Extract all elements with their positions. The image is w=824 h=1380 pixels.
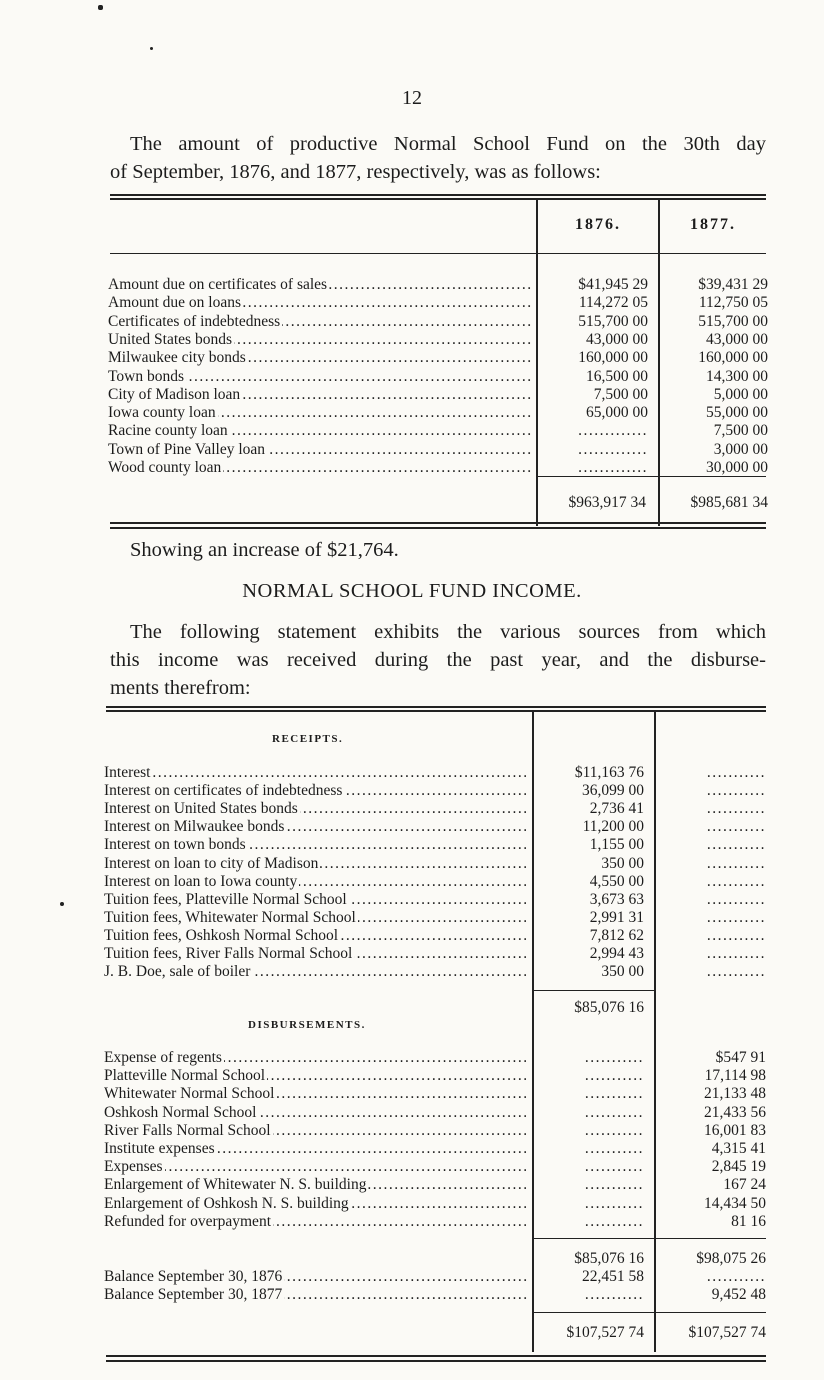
fund-row (0, 441, 824, 459)
stray-mark (150, 47, 153, 50)
row-value-col2: ........... (706, 836, 766, 854)
fund-row (0, 404, 824, 422)
row-value-col1: $11,163 76 (574, 764, 644, 781)
disbursement-row (0, 1049, 824, 1067)
disbursement-row (0, 1067, 824, 1085)
fund-row (0, 349, 824, 367)
receipt-row (0, 963, 824, 981)
row-value-col2: ........... (706, 908, 766, 926)
table-bottom-rule (110, 527, 766, 529)
page-number: 12 (402, 87, 422, 109)
balance-1877-filler: ........... (584, 1286, 644, 1303)
row-value-col1: ............. (578, 422, 648, 440)
row-label: Town of Pine Valley loan (108, 440, 266, 458)
row-value-col2: 3,000 00 (713, 440, 768, 458)
row-value-col1: 2,991 31 (589, 908, 644, 926)
grand-total-1: $107,527 74 (566, 1324, 644, 1341)
intro-paragraph (110, 130, 766, 186)
row-label: Refunded for overpayment (104, 1212, 271, 1230)
total-1877: $985,681 34 (690, 494, 768, 511)
row-value-col2: 43,000 00 (706, 330, 768, 348)
row-label: Certificates of indebtedness (108, 312, 281, 330)
receipt-row (0, 800, 824, 818)
row-label: Tuition fees, Oshkosh Normal School (104, 926, 339, 944)
balance-1877-row (0, 1286, 824, 1304)
balance-1877-label: Balance September 30, 1877 (104, 1286, 283, 1303)
row-value-col2: ........... (706, 963, 766, 981)
row-label: Oshkosh Normal School (104, 1103, 257, 1121)
receipt-row (0, 818, 824, 836)
row-label: Amount due on certificates of sales (108, 276, 328, 293)
row-value-col2: 5,000 00 (713, 385, 768, 403)
row-label: Enlargement of Oshkosh N. S. building (104, 1194, 349, 1212)
receipt-row (0, 764, 824, 782)
row-value-col2: ........... (706, 854, 766, 872)
disbursements-label: DISBURSEMENTS. (248, 1019, 366, 1031)
income-heading: NORMAL SCHOOL FUND INCOME. (242, 580, 582, 602)
income-intro-line: this income was received during the past year, and the disburse- (110, 649, 766, 671)
receipt-row (0, 891, 824, 909)
income-intro-line: ments therefrom: (110, 677, 251, 699)
row-label: J. B. Doe, sale of boiler (104, 963, 251, 981)
row-label: Milwaukee city bonds (108, 349, 246, 367)
disbursement-row (0, 1104, 824, 1122)
row-value-col1: ........... (584, 1176, 644, 1194)
row-value-col1: 65,000 00 (586, 404, 648, 422)
intro-line: of September, 1876, and 1877, respectively, was as follows: (110, 161, 601, 183)
row-value-col2: ........... (706, 818, 766, 836)
row-label: Racine county loan (108, 422, 228, 440)
row-value-col1: $41,945 29 (578, 276, 648, 293)
row-value-col2: $39,431 29 (698, 276, 768, 293)
row-value-col1: 1,155 00 (589, 836, 644, 854)
row-value-col1: ............. (578, 440, 648, 458)
fund-row (0, 331, 824, 349)
fund-row (0, 368, 824, 386)
fund-row (0, 422, 824, 440)
subtotal-row (0, 1250, 824, 1268)
disbursement-total-rule (532, 1238, 766, 1239)
column-header-1876: 1876. (575, 216, 621, 233)
disbursement-row (0, 1213, 824, 1231)
row-label: Town bonds (108, 367, 184, 385)
fund-row (0, 313, 824, 331)
row-value-col2: $547 91 (715, 1049, 766, 1066)
row-value-col1: 16,500 00 (586, 367, 648, 385)
row-label: Whitewater Normal School (104, 1085, 275, 1103)
row-value-col1: ............. (578, 459, 648, 476)
row-label: Interest on certificates of indebtedness (104, 782, 343, 800)
grand-total-2: $107,527 74 (688, 1324, 766, 1341)
row-value-col2: 7,500 00 (713, 422, 768, 440)
row-value-col1: 7,812 62 (589, 926, 644, 944)
receipt-row (0, 836, 824, 854)
receipt-row (0, 927, 824, 945)
table-bottom-rule (106, 1360, 766, 1362)
table-top-rule (110, 198, 766, 200)
row-value-col2: 2,845 19 (711, 1158, 766, 1176)
row-label: City of Madison loan (108, 385, 241, 403)
row-value-col2: 21,433 56 (704, 1103, 766, 1121)
row-value-col2: 167 24 (723, 1176, 766, 1194)
row-value-col1: ........... (584, 1067, 644, 1085)
receipts-total-row (0, 999, 824, 1017)
row-label: United States bonds (108, 330, 232, 348)
row-value-col1: ........... (584, 1085, 644, 1103)
row-label: Enlargement of Whitewater N. S. building (104, 1176, 367, 1194)
row-label: Tuition fees, Platteville Normal School (104, 890, 347, 908)
balance-1876-value: 22,451 58 (582, 1268, 644, 1285)
row-value-col2: 112,750 05 (698, 294, 768, 312)
row-value-col2: ........... (706, 782, 766, 800)
disbursement-row (0, 1176, 824, 1194)
increase-text: Showing an increase of $21,764. (130, 539, 399, 561)
grand-total-rule (532, 1312, 766, 1313)
total-1876: $963,917 34 (568, 494, 646, 511)
balance-1877-value: 9,452 48 (711, 1286, 766, 1303)
balance-1876-label: Balance September 30, 1876 (104, 1268, 283, 1285)
row-value-col2: ........... (706, 945, 766, 962)
row-value-col2: 4,315 41 (711, 1140, 766, 1157)
row-value-col1: 350 00 (601, 854, 644, 872)
row-value-col1: 4,550 00 (589, 872, 644, 890)
row-value-col1: 350 00 (601, 963, 644, 981)
row-value-col2: 21,133 48 (704, 1085, 766, 1103)
intro-line: The amount of productive Normal School Fund on the 30th day (130, 133, 766, 155)
subtotal-disbursements: $98,075 26 (696, 1250, 766, 1267)
row-value-col2: ........... (706, 800, 766, 818)
row-label: River Falls Normal School (104, 1121, 271, 1139)
row-label: Interest on town bonds (104, 836, 246, 854)
row-value-col2: 30,000 00 (706, 459, 768, 476)
row-value-col1: 43,000 00 (586, 330, 648, 348)
row-label: Tuition fees, River Falls Normal School (104, 945, 353, 962)
disbursement-row (0, 1158, 824, 1176)
row-value-col1: 114,272 05 (578, 294, 648, 312)
row-value-col2: 14,434 50 (704, 1194, 766, 1212)
row-label: Platteville Normal School (104, 1067, 266, 1085)
receipt-row (0, 782, 824, 800)
row-label: Interest on loan to Iowa county (104, 872, 298, 890)
table-bottom-rule (106, 1355, 766, 1357)
income-intro-line: The following statement exhibits the various sources from which (130, 621, 766, 643)
stray-mark (98, 5, 103, 10)
row-label: Interest on Milwaukee bonds (104, 818, 285, 836)
row-value-col1: ........... (584, 1140, 644, 1157)
table-top-rule (106, 706, 766, 708)
fund-row (0, 459, 824, 477)
row-value-col2: ........... (706, 890, 766, 908)
row-label: Interest on United States bonds (104, 800, 298, 818)
table-top-rule (106, 710, 766, 712)
row-value-col2: ........... (706, 764, 766, 781)
row-value-col1: ........... (584, 1212, 644, 1230)
balance-1876-row (0, 1268, 824, 1286)
row-value-col1: 36,099 00 (582, 782, 644, 800)
row-value-col1: ........... (584, 1049, 644, 1066)
header-rule (110, 253, 766, 254)
disbursement-row (0, 1085, 824, 1103)
receipt-row (0, 945, 824, 963)
row-value-col2: 81 16 (731, 1212, 766, 1230)
row-value-col2: 14,300 00 (706, 367, 768, 385)
disbursement-row (0, 1122, 824, 1140)
row-value-col1: 160,000 00 (578, 349, 648, 367)
row-value-col1: 7,500 00 (593, 385, 648, 403)
row-value-col1: 2,736 41 (589, 800, 644, 818)
row-value-col1: 515,700 00 (578, 312, 648, 330)
fund-row (0, 386, 824, 404)
row-value-col2: 16,001 83 (704, 1121, 766, 1139)
receipts-total-rule (532, 990, 654, 991)
row-value-col1: ........... (584, 1158, 644, 1176)
row-label: Wood county loan (108, 459, 222, 476)
row-label: Amount due on loans (108, 294, 242, 312)
fund-total-row (0, 494, 824, 512)
row-value-col2: 17,114 98 (704, 1067, 766, 1085)
row-value-col2: 55,000 00 (706, 404, 768, 422)
receipt-row (0, 909, 824, 927)
row-label: Iowa county loan (108, 404, 216, 422)
row-value-col1: ........... (584, 1121, 644, 1139)
subtotal-receipts: $85,076 16 (574, 1250, 644, 1267)
receipt-row (0, 855, 824, 873)
row-label: Tuition fees, Whitewater Normal School (104, 908, 356, 926)
row-label: Institute expenses (104, 1140, 215, 1157)
row-value-col2: 515,700 00 (698, 312, 768, 330)
row-label: Expense of regents (104, 1049, 222, 1066)
disbursement-row (0, 1195, 824, 1213)
row-label: Interest (104, 764, 151, 781)
row-value-col2: 160,000 00 (698, 349, 768, 367)
income-intro-paragraph (110, 618, 766, 702)
row-value-col2: ........... (706, 926, 766, 944)
row-value-col1: 2,994 43 (589, 945, 644, 962)
fund-row (0, 276, 824, 294)
row-value-col2: ........... (706, 872, 766, 890)
row-value-col1: ........... (584, 1103, 644, 1121)
disbursement-row (0, 1140, 824, 1158)
grand-total-row (0, 1324, 824, 1342)
row-value-col1: ........... (584, 1194, 644, 1212)
row-label: Interest on loan to city of Madison (104, 854, 319, 872)
row-value-col1: 3,673 63 (589, 890, 644, 908)
row-value-col1: 11,200 00 (582, 818, 644, 836)
receipts-total: $85,076 16 (574, 999, 644, 1016)
balance-1876-filler: ........... (706, 1268, 766, 1285)
table-top-rule (110, 194, 766, 196)
receipt-row (0, 873, 824, 891)
table-bottom-rule (110, 522, 766, 524)
fund-row (0, 294, 824, 312)
row-label: Expenses (104, 1158, 163, 1176)
receipts-label: RECEIPTS. (272, 733, 344, 745)
column-header-1877: 1877. (690, 216, 736, 233)
